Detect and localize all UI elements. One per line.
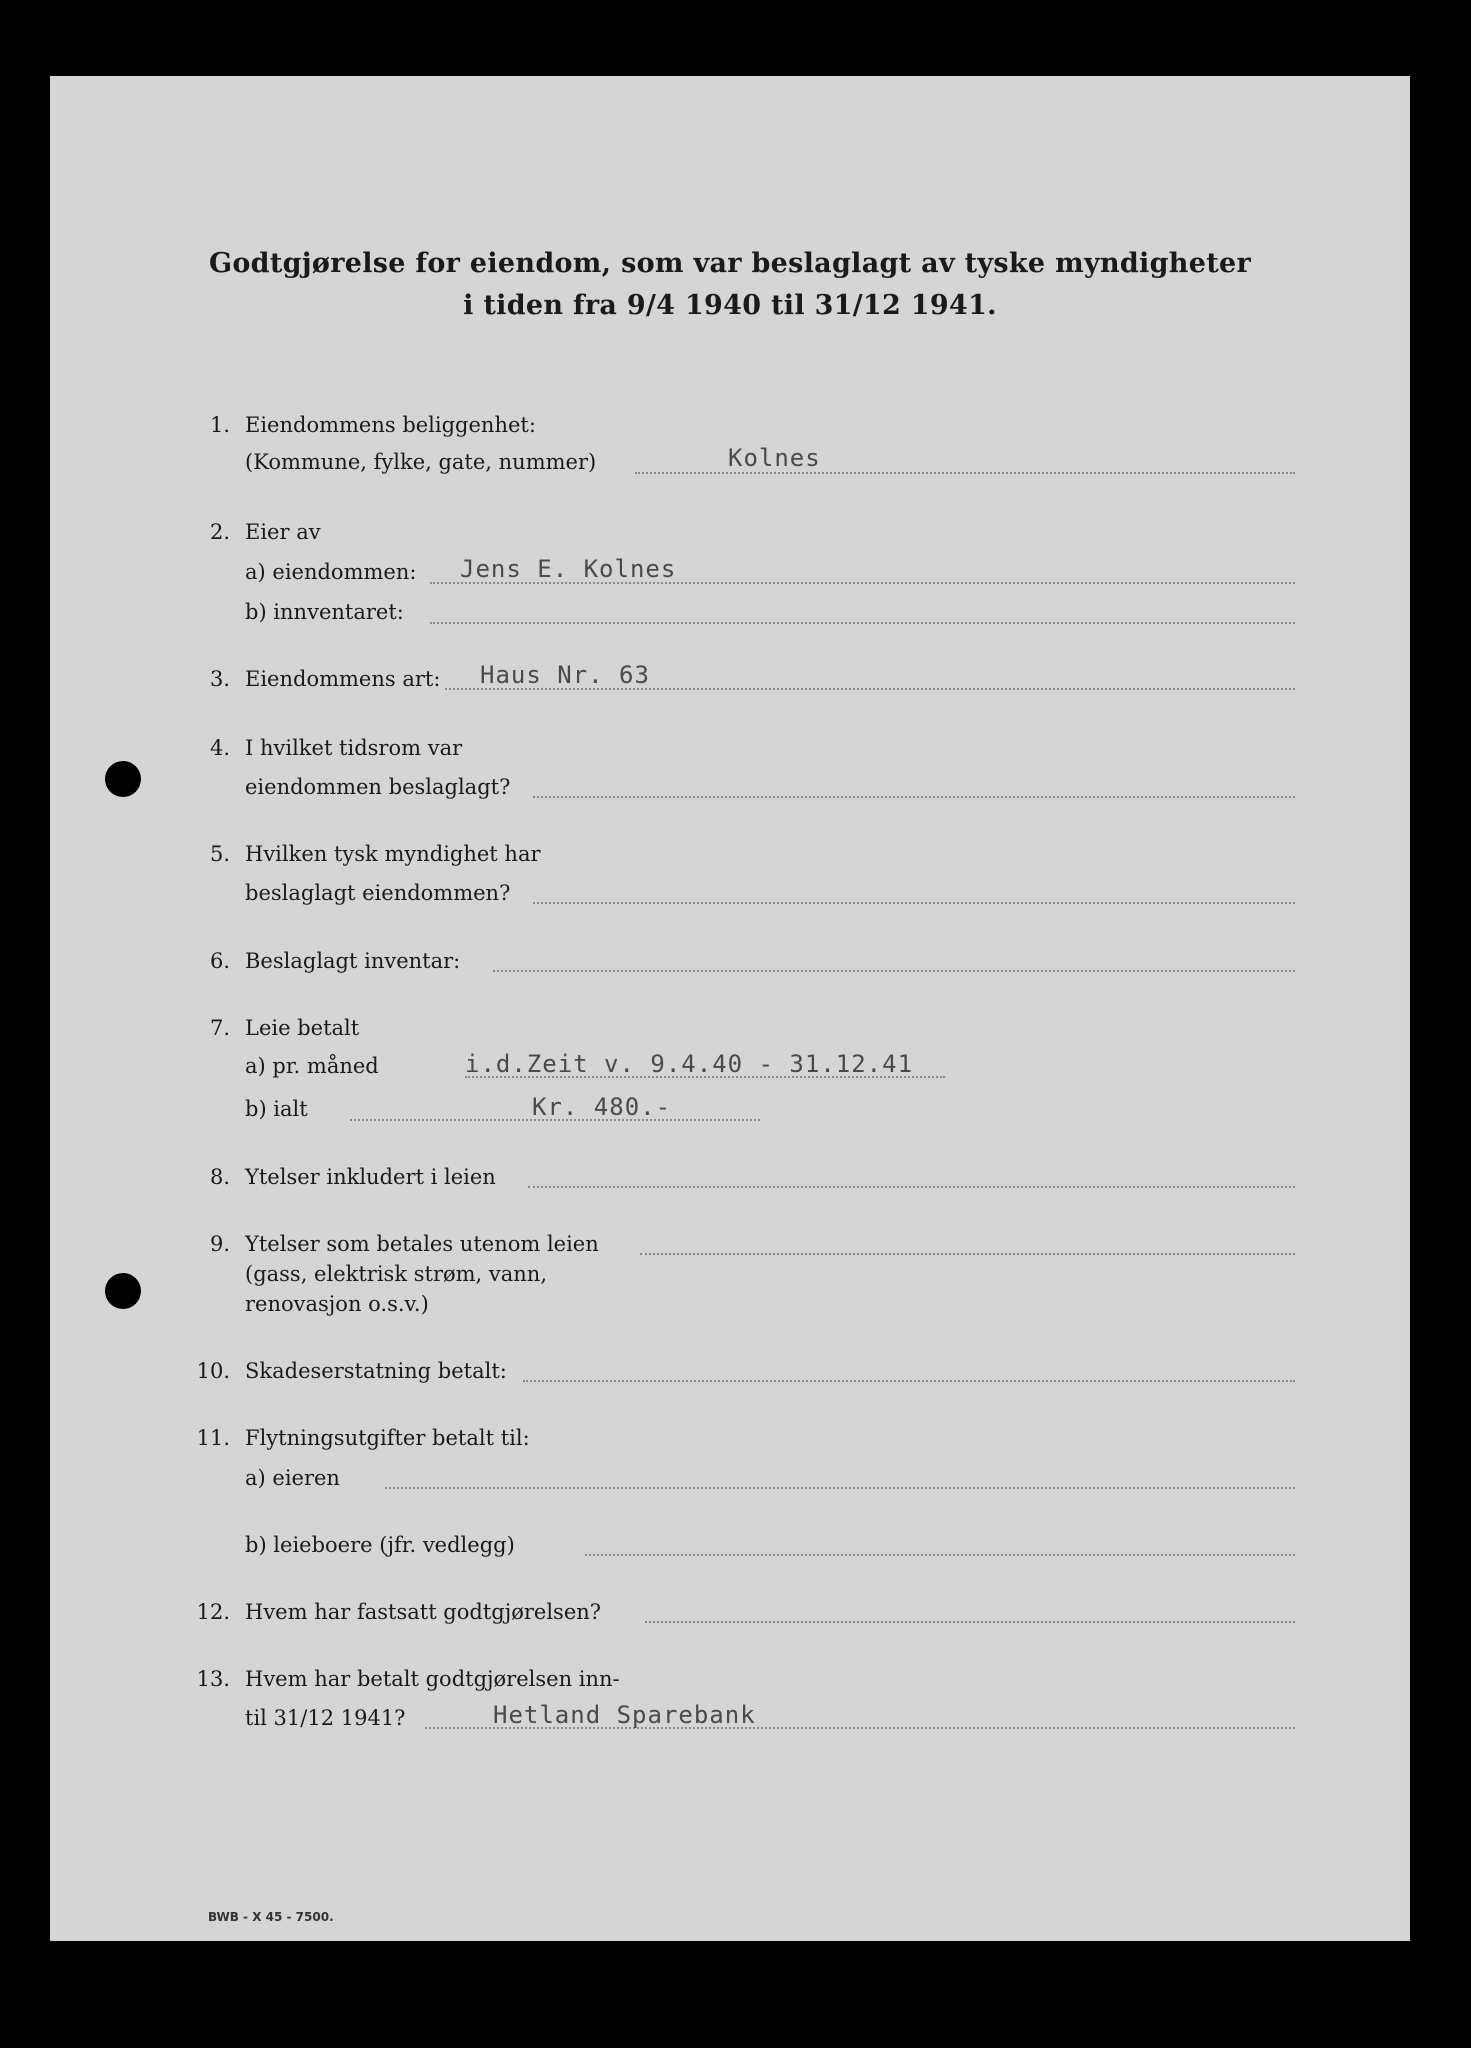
item-5-label: Hvilken tysk myndighet har	[245, 842, 541, 866]
item-2b-answer-line	[430, 622, 1295, 624]
item-9-number: 9.	[209, 1232, 230, 1256]
form-sheet	[50, 76, 1410, 1941]
item-10-answer-line	[523, 1380, 1295, 1382]
item-9-answer-line	[640, 1253, 1295, 1255]
item-11a-answer-line	[385, 1487, 1295, 1489]
item-4-answer-line	[533, 796, 1295, 798]
item-5-sublabel: beslaglagt eiendommen?	[245, 881, 511, 905]
form-title-line-2: i tiden fra 9/4 1940 til 31/12 1941.	[463, 290, 997, 321]
item-11-number: 11.	[196, 1426, 230, 1450]
item-4-sublabel: eiendommen beslaglagt?	[245, 775, 511, 799]
item-2-number: 2.	[209, 520, 230, 544]
item-7-label: Leie betalt	[245, 1016, 360, 1040]
item-8-number: 8.	[209, 1165, 230, 1189]
item-12-number: 12.	[196, 1600, 230, 1624]
item-9-sublabel-1: (gass, elektrisk strøm, vann,	[245, 1262, 547, 1286]
item-12-answer-line	[645, 1621, 1295, 1623]
item-6-number: 6.	[209, 949, 230, 973]
item-9-label: Ytelser som betales utenom leien	[245, 1232, 599, 1256]
item-1-answer: Kolnes	[728, 444, 821, 472]
item-13-sublabel: til 31/12 1941?	[245, 1706, 406, 1730]
item-12-label: Hvem har fastsatt godtgjørelsen?	[245, 1600, 602, 1624]
item-7b-label: b) ialt	[245, 1097, 308, 1121]
item-6-answer-line	[493, 970, 1295, 972]
item-10-number: 10.	[196, 1359, 230, 1383]
punch-hole-lower	[105, 1273, 141, 1309]
item-3-label: Eiendommens art:	[245, 667, 441, 691]
item-2a-label: a) eiendommen:	[245, 560, 417, 584]
item-9-sublabel-2: renovasjon o.s.v.)	[245, 1292, 429, 1316]
item-11b-answer-line	[585, 1554, 1295, 1556]
item-7-number: 7.	[209, 1016, 230, 1040]
item-2a-answer: Jens E. Kolnes	[460, 555, 677, 583]
item-4-label: I hvilket tidsrom var	[245, 736, 463, 760]
printer-code: BWB - X 45 - 7500.	[208, 1910, 334, 1924]
item-4-number: 4.	[209, 736, 230, 760]
item-3-number: 3.	[209, 667, 230, 691]
item-1-number: 1.	[209, 413, 230, 437]
form-title-line-1: Godtgjørelse for eiendom, som var beslaglagt av tyske myndigheter	[209, 248, 1251, 279]
punch-hole-upper	[105, 761, 141, 797]
item-7a-answer: i.d.Zeit v. 9.4.40 - 31.12.41	[465, 1050, 914, 1078]
item-11-label: Flytningsutgifter betalt til:	[245, 1426, 530, 1450]
item-6-label: Beslaglagt inventar:	[245, 949, 461, 973]
item-1-sublabel: (Kommune, fylke, gate, nummer)	[245, 450, 597, 474]
item-7b-answer: Kr. 480.-	[532, 1093, 672, 1121]
item-11b-label: b) leieboere (jfr. vedlegg)	[245, 1533, 515, 1557]
item-8-label: Ytelser inkludert i leien	[245, 1165, 496, 1189]
item-1-label: Eiendommens beliggenhet:	[245, 413, 536, 437]
item-11a-label: a) eieren	[245, 1466, 340, 1490]
item-5-number: 5.	[209, 842, 230, 866]
item-10-label: Skadeserstatning betalt:	[245, 1359, 507, 1383]
item-2-label: Eier av	[245, 520, 321, 544]
item-5-answer-line	[533, 902, 1295, 904]
item-2b-label: b) innventaret:	[245, 600, 404, 624]
item-13-number: 13.	[196, 1667, 230, 1691]
item-3-answer: Haus Nr. 63	[480, 661, 650, 689]
item-13-label: Hvem har betalt godtgjørelsen inn-	[245, 1667, 620, 1691]
item-13-answer: Hetland Sparebank	[493, 1701, 756, 1729]
item-8-answer-line	[528, 1186, 1295, 1188]
item-1-answer-line	[635, 472, 1295, 474]
item-7a-label: a) pr. måned	[245, 1054, 379, 1078]
